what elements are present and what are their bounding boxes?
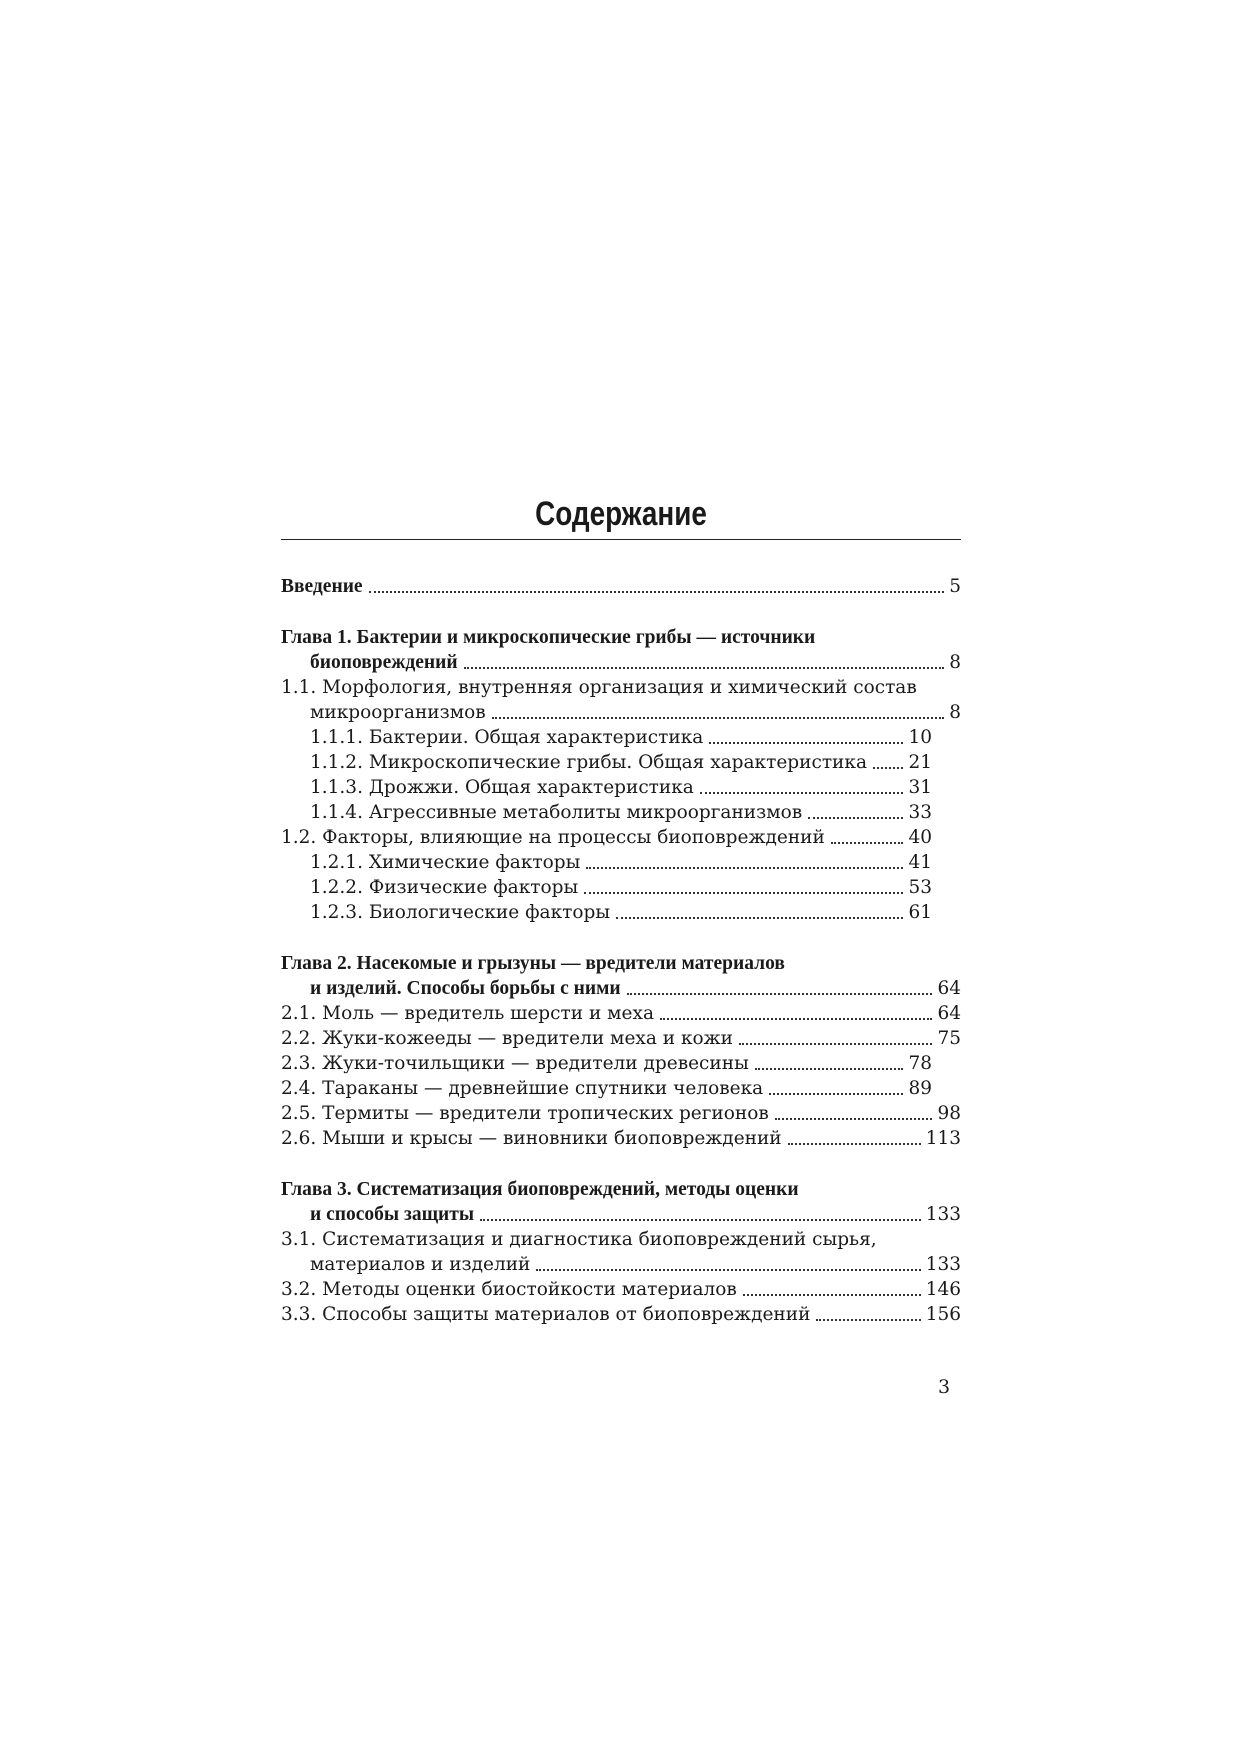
toc-section-2-5[interactable] bbox=[281, 1101, 961, 1126]
toc-entry-text: материалов и изделий bbox=[310, 1252, 534, 1277]
toc-section-3-1-cont[interactable] bbox=[281, 1252, 961, 1277]
dot-leader bbox=[755, 1068, 903, 1070]
dot-leader bbox=[584, 892, 903, 894]
toc-page-number: 113 bbox=[923, 1126, 961, 1151]
toc-section-3-3[interactable] bbox=[281, 1302, 961, 1327]
dot-leader bbox=[831, 842, 903, 844]
toc-section-3-2[interactable] bbox=[281, 1277, 961, 1302]
toc-entry-text: 2.6. Мыши и крысы — виновники биоповреждений bbox=[281, 1126, 786, 1151]
toc-page-number: 64 bbox=[934, 976, 961, 1001]
toc-page-number: 5 bbox=[946, 574, 961, 599]
toc-section-1-1-3[interactable] bbox=[281, 775, 961, 800]
dot-leader bbox=[816, 1319, 921, 1321]
toc-chapter-1-heading-cont[interactable] bbox=[281, 650, 961, 675]
toc-entry-text: 1.2. Факторы, влияющие на процессы биоповреждений bbox=[281, 825, 829, 850]
toc-entry-text: 1.2.1. Химические факторы bbox=[310, 850, 584, 875]
toc-entry-text: 2.3. Жуки-точильщики — вредители древесины bbox=[281, 1051, 753, 1076]
toc-section-1-2-2[interactable] bbox=[281, 875, 961, 900]
toc-entry-text: биоповреждений bbox=[310, 650, 462, 675]
toc-entry-text: 1.1.2. Микроскопические грибы. Общая характеристика bbox=[310, 750, 871, 775]
toc-entry-text: Введение bbox=[281, 574, 367, 599]
toc-entry-text: 3.2. Методы оценки биостойкости материалов bbox=[281, 1277, 741, 1302]
toc-entry-text: 3.3. Способы защиты материалов от биоповреждений bbox=[281, 1302, 814, 1327]
toc-section-2-1[interactable] bbox=[281, 1001, 961, 1026]
toc-section-1-1-4[interactable] bbox=[281, 800, 961, 825]
toc-page-number: 10 bbox=[905, 725, 932, 750]
toc-chapter-3-heading-cont[interactable] bbox=[281, 1202, 961, 1227]
toc-section-1-1-1[interactable] bbox=[281, 725, 961, 750]
toc-entry-text: 1.1. Морфология, внутренняя организация и химический состав bbox=[281, 675, 921, 700]
toc-section-1-2[interactable] bbox=[281, 825, 961, 850]
dot-leader bbox=[627, 993, 932, 995]
toc-section-3-1[interactable] bbox=[281, 1227, 961, 1252]
dot-leader bbox=[743, 1294, 921, 1296]
dot-leader bbox=[769, 1093, 903, 1095]
toc-chapter-1-heading[interactable] bbox=[281, 625, 961, 650]
dot-leader bbox=[369, 591, 944, 593]
dot-leader bbox=[480, 1219, 921, 1221]
toc-page-number: 89 bbox=[905, 1076, 932, 1101]
toc-page-number: 41 bbox=[905, 850, 932, 875]
dot-leader bbox=[739, 1043, 932, 1045]
toc-page-number: 75 bbox=[934, 1026, 961, 1051]
toc-section-1-1-cont[interactable] bbox=[281, 700, 961, 725]
toc-page-number: 146 bbox=[923, 1277, 961, 1302]
toc-chapter-2-heading-cont[interactable] bbox=[281, 976, 961, 1001]
dot-leader bbox=[775, 1118, 932, 1120]
toc-chapter-2-heading[interactable] bbox=[281, 951, 961, 976]
toc-entry-intro[interactable] bbox=[281, 574, 961, 599]
toc-section-1-2-3[interactable] bbox=[281, 900, 961, 925]
page-title: Содержание bbox=[535, 495, 707, 533]
dot-leader bbox=[536, 1269, 921, 1271]
toc-page-number: 21 bbox=[905, 750, 932, 775]
toc-section-2-6[interactable] bbox=[281, 1126, 961, 1151]
table-of-contents bbox=[281, 574, 961, 1327]
toc-entry-text: микроорганизмов bbox=[310, 700, 490, 725]
toc-entry-text: 3.1. Систематизация и диагностика биоповреждений сырья, bbox=[281, 1227, 881, 1252]
toc-page-number: 133 bbox=[923, 1252, 961, 1277]
page-number: 3 bbox=[938, 1376, 951, 1398]
toc-chapter-3-heading[interactable] bbox=[281, 1177, 961, 1202]
toc-section-2-2[interactable] bbox=[281, 1026, 961, 1051]
toc-page-number: 156 bbox=[923, 1302, 961, 1327]
dot-leader bbox=[709, 742, 903, 744]
toc-page-number: 53 bbox=[905, 875, 932, 900]
toc-entry-text: 2.5. Термиты — вредители тропических регионов bbox=[281, 1101, 773, 1126]
toc-entry-text: 1.1.1. Бактерии. Общая характеристика bbox=[310, 725, 707, 750]
toc-section-2-4[interactable] bbox=[281, 1076, 961, 1101]
toc-page-number: 61 bbox=[905, 900, 932, 925]
dot-leader bbox=[464, 667, 944, 669]
toc-page-number: 8 bbox=[946, 650, 961, 675]
dot-leader bbox=[616, 917, 903, 919]
toc-page-number: 64 bbox=[934, 1001, 961, 1026]
dot-leader bbox=[586, 867, 903, 869]
toc-page-number: 31 bbox=[905, 775, 932, 800]
toc-section-2-3[interactable] bbox=[281, 1051, 961, 1076]
toc-page-number: 40 bbox=[905, 825, 932, 850]
toc-section-1-2-1[interactable] bbox=[281, 850, 961, 875]
toc-page-number: 33 bbox=[905, 800, 932, 825]
toc-entry-text: 1.2.2. Физические факторы bbox=[310, 875, 582, 900]
toc-entry-text: 1.2.3. Биологические факторы bbox=[310, 900, 614, 925]
toc-section-1-1[interactable] bbox=[281, 675, 961, 700]
toc-entry-text: и способы защиты bbox=[310, 1202, 478, 1227]
toc-entry-text: Глава 2. Насекомые и грызуны — вредители материалов bbox=[281, 951, 789, 976]
dot-leader bbox=[492, 717, 944, 719]
toc-entry-text: 2.4. Тараканы — древнейшие спутники человека bbox=[281, 1076, 767, 1101]
dot-leader bbox=[808, 817, 903, 819]
dot-leader bbox=[788, 1143, 921, 1145]
toc-section-1-1-2[interactable] bbox=[281, 750, 961, 775]
toc-page-number: 8 bbox=[946, 700, 961, 725]
toc-entry-text: 1.1.4. Агрессивные метаболиты микроорганизмов bbox=[310, 800, 806, 825]
toc-page-number: 78 bbox=[905, 1051, 932, 1076]
toc-page-number: 133 bbox=[923, 1202, 961, 1227]
toc-entry-text: 2.1. Моль — вредитель шерсти и меха bbox=[281, 1001, 658, 1026]
toc-page-number: 98 bbox=[934, 1101, 961, 1126]
dot-leader bbox=[873, 767, 903, 769]
title-divider bbox=[281, 539, 961, 540]
toc-entry-text: Глава 3. Систематизация биоповреждений, методы оценки bbox=[281, 1177, 803, 1202]
toc-entry-text: 2.2. Жуки-кожееды — вредители меха и кожи bbox=[281, 1026, 737, 1051]
toc-entry-text: Глава 1. Бактерии и микроскопические грибы — источники bbox=[281, 625, 819, 650]
dot-leader bbox=[700, 792, 903, 794]
toc-entry-text: и изделий. Способы борьбы с ними bbox=[310, 976, 625, 1001]
dot-leader bbox=[660, 1018, 932, 1020]
toc-entry-text: 1.1.3. Дрожжи. Общая характеристика bbox=[310, 775, 698, 800]
